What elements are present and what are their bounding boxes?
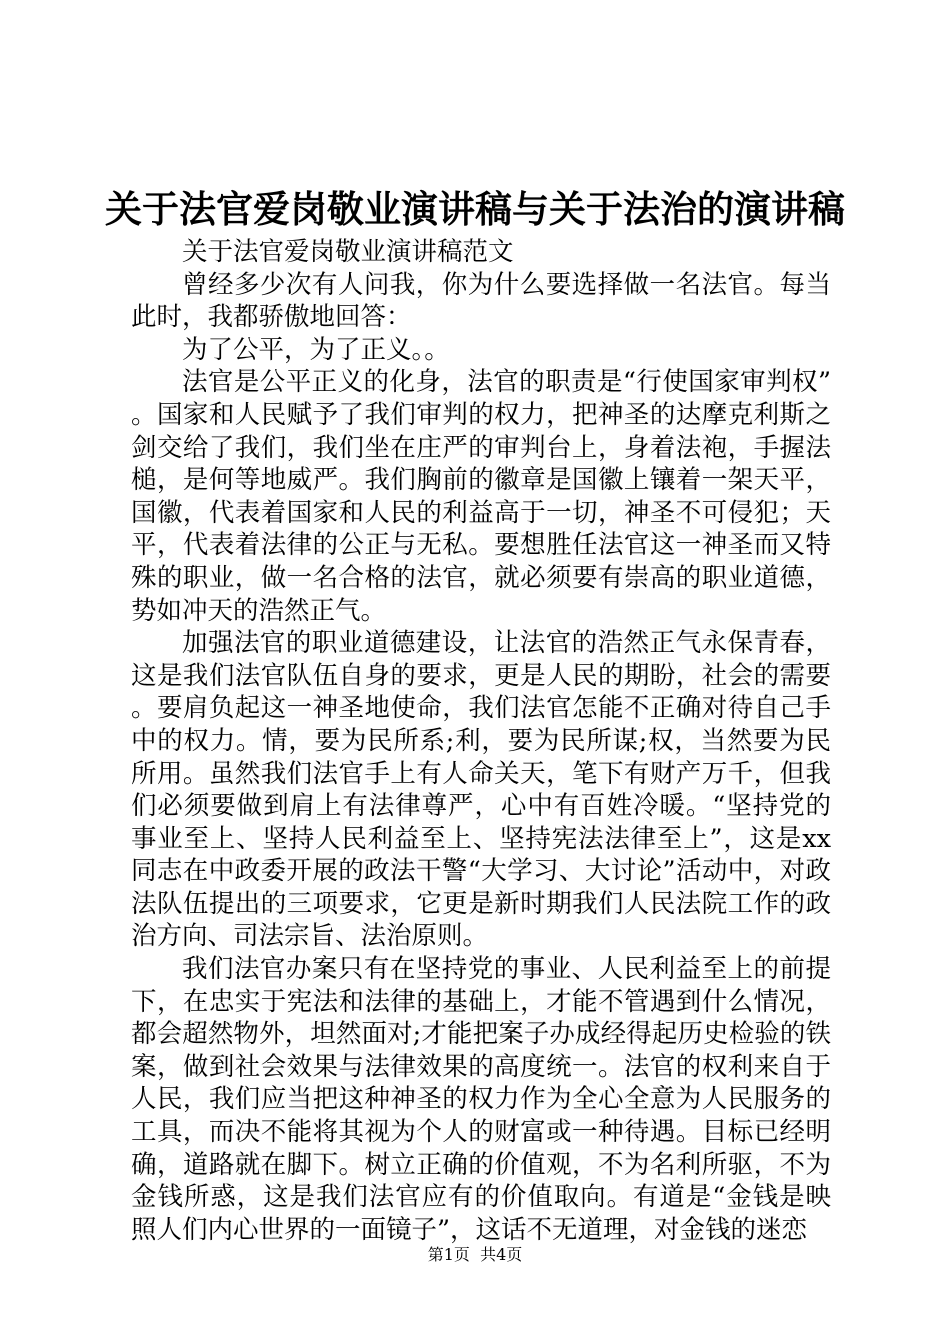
document-title: 关于法官爱岗敬业演讲稿与关于法治的演讲稿 [105,187,845,231]
document-body [131,236,831,1246]
page-number-footer: 第1页 共4页 [427,1245,523,1264]
paragraph: 为了公平，为了正义。。 [182,334,450,365]
paragraph: 曾经多少次有人问我，你为什么要选择做一名法官。每当此时，我都骄傲地回答： [131,269,831,333]
paragraph: 加强法官的职业道德建设，让法官的浩然正气永保青春，这是我们法官队伍自身的要求，更是人民的期盼，社会的需要。要肩负起这一神圣地使命，我们法官怎能不正确对待自己手中的权力。情，要为民所系;利，要为民所谋;权，当然要为民所用。虽然我们法官手上有人命关天，笔下有财产万千，但我们必须要做到肩上有法律尊严，心中有百姓冷暖。“坚持党的事业至上、坚持人民利益至上、坚持宪法法律至上”，这是xx同志在中政委开展的政法干警“大学习、大讨论”活动中，对政法队伍提出的三项要求，它更是新时期我们人民法院工作的政治方向、司法宗旨、法治原则。 [131,628,831,952]
paragraph: 我们法官办案只有在坚持党的事业、人民利益至上的前提下，在忠实于宪法和法律的基础上，才能不管遇到什么情况，都会超然物外，坦然面对;才能把案子办成经得起历史检验的铁案，做到社会效果与法律效果的高度统一。法官的权利来自于人民，我们应当把这种神圣的权力作为全心全意为人民服务的工具，而决不能将其视为个人的财富或一种待遇。目标已经明确，道路就在脚下。树立正确的价值观，不为名利所驱，不为金钱所惑，这是我们法官应有的价值取向。有道是“金钱是映照人们内心世界的一面镜子”，这话不无道理，对金钱的迷恋 [131,954,831,1245]
paragraph: 法官是公平正义的化身，法官的职责是“行使国家审判权”。国家和人民赋予了我们审判的权力，把神圣的达摩克利斯之剑交给了我们，我们坐在庄严的审判台上，身着法袍，手握法槌，是何等地威严。我们胸前的徽章是国徽上镶着一架天平，国徽，代表着国家和人民的利益高于一切，神圣不可侵犯；天平，代表着法律的公正与无私。要想胜任法官这一神圣而又特殊的职业，做一名合格的法官，就必须要有崇高的职业道德，势如冲天的浩然正气。 [131,367,831,626]
paragraph-subtitle: 关于法官爱岗敬业演讲稿范文 [182,237,514,267]
